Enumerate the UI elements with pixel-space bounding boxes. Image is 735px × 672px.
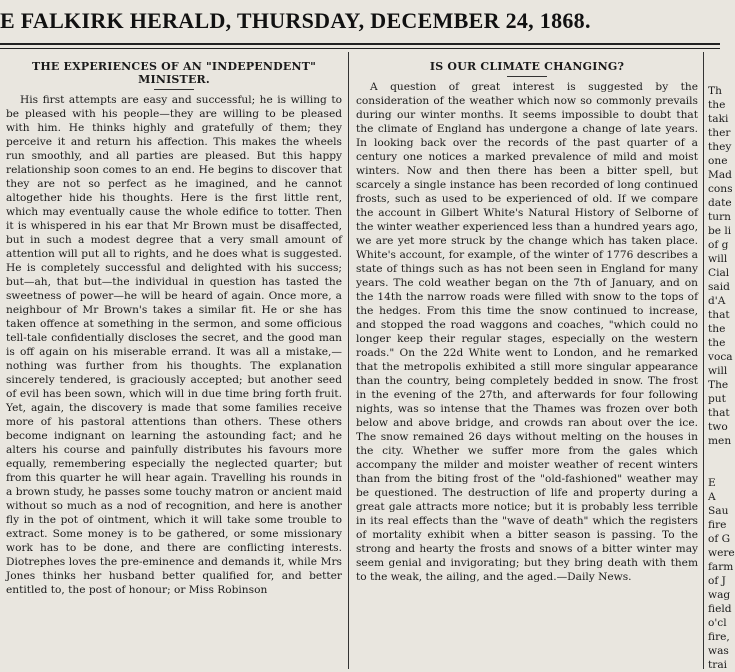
- cropped-line-fragment: Th: [708, 85, 722, 97]
- cropped-line-fragment: fire: [708, 519, 727, 531]
- masthead-rule-bottom: [0, 48, 720, 49]
- cropped-line-fragment: trai: [708, 659, 728, 671]
- masthead-rule-top: [0, 43, 720, 45]
- article-column-climate: [356, 56, 698, 669]
- cropped-line-fragment: o'cl: [708, 617, 727, 629]
- cropped-line-fragment: men: [708, 435, 732, 447]
- cropped-line-fragment: that: [708, 407, 730, 419]
- cropped-line-fragment: turn: [708, 211, 731, 223]
- cropped-line-fragment: date: [708, 197, 732, 209]
- article-column-independent-minister: [6, 56, 342, 669]
- cropped-line-fragment: E: [708, 477, 716, 489]
- cropped-line-fragment: cons: [708, 183, 733, 195]
- article-body: A question of great interest is suggested by the consideration of the weather which now so commonly prevails during our winter months. It seems impossible to doubt that the climate of England has undergone a change of late years. In looking back over the records of the past quarter of a century one notices a marked prevalence of mild and moist winters. Now and then there has been a bitter spell, but scarcely a single instance has been recorded of long continued frosts, such as used to be experienced of old. If we compare the account in Gilbert White's Natural History of Selborne of the winter weather experienced less than a hundred years ago, we are yet more struck by the change which has taken place. White's account, for example, of the winter of 1776 describes a state of things such as has not been seen in England for many years. The cold weather began on the 7th of January, and on the 14th the narrow roads were filled with snow to the tops of the hedges. From this time the snow continued to increase, and stopped the road waggons and coaches, "which could no longer keep their regular stages, especially on the western roads." On the 22d White went to London, and he remarked that the metropolis exhibited a still more singular appearance than the country, being completely bedded in snow. The frost in the evening of the 27th, and afterwards for four following nights, was so intense that the Thames was frozen over both below and above bridge, and crowds ran about over the ice. The snow remained 26 days without melting on the houses in the city. Whether we suffer more from the gales which accompany the milder and moister weather of recent winters than from the biting frost of the "old-fashioned" weather may be questioned. The destruction of life and property during a great gale attracts more notice; but it is probably less terrible in its real effects than the "wave of death" which the registers of mortality exhibit when a bitter season is passing. To the strong and hearty the frosts and snows of a bitter winter may seem genial and invigorating; but they bring death with them to the weak, the ailing, and the aged.—Daily News.: [356, 81, 698, 583]
- cropped-line-fragment: the: [708, 323, 726, 335]
- cropped-line-fragment: [708, 462, 720, 476]
- cropped-line-fragment: [708, 448, 720, 462]
- cropped-line-fragment: fire,: [708, 631, 730, 643]
- cropped-line-fragment: The: [708, 379, 729, 391]
- headline-rule: [154, 89, 194, 90]
- cropped-line-fragment: farm: [708, 561, 734, 573]
- cropped-line-fragment: of g: [708, 239, 729, 251]
- cropped-line-fragment: Sau: [708, 505, 729, 517]
- cropped-line-fragment: one: [708, 155, 728, 167]
- cropped-line-fragment: were: [708, 547, 735, 559]
- cropped-line-fragment: was: [708, 645, 729, 657]
- cropped-line-fragment: that: [708, 309, 730, 321]
- cropped-line-fragment: [708, 56, 720, 70]
- cropped-line-fragment: A: [708, 491, 716, 503]
- column-separator: [703, 52, 704, 669]
- article-headline: THE EXPERIENCES OF AN "INDEPENDENT" MINISTER.: [31, 60, 317, 86]
- cropped-line-fragment: field: [708, 603, 732, 615]
- cropped-line-fragment: will: [708, 365, 728, 377]
- cropped-line-fragment: wag: [708, 589, 731, 601]
- article-headline: IS OUR CLIMATE CHANGING?: [429, 60, 625, 73]
- cropped-line-fragment: be li: [708, 225, 732, 237]
- cropped-line-fragment: two: [708, 421, 728, 433]
- headline-rule: [507, 76, 547, 77]
- cropped-line-fragment: of J: [708, 575, 726, 587]
- cropped-line-fragment: of G: [708, 533, 731, 545]
- cropped-line-fragment: voca: [708, 351, 733, 363]
- cropped-line-fragment: said: [708, 281, 730, 293]
- cropped-line-fragment: ther: [708, 127, 731, 139]
- masthead: E FALKIRK HERALD, THURSDAY, DECEMBER 24, 1868.: [0, 8, 591, 33]
- cropped-line-fragment: taki: [708, 113, 729, 125]
- cropped-line-fragment: Mad: [708, 169, 732, 181]
- cropped-line-fragment: will: [708, 253, 728, 265]
- cropped-line-fragment: the: [708, 337, 726, 349]
- article-body: His first attempts are easy and successful; he is willing to be pleased with his people—they are willing to be pleased with him. He thinks highly and gratefully of them; they perceive it and return his affection. This makes the wheels run smoothly, and all parties are pleased. But this happy relationship soon comes to an end. He begins to discover that they are not so perfect as he imagined, and he cannot altogether hide his thoughts. Here is the first little rent, which may eventually cause the whole edifice to totter. Then it is whispered in his ear that Mr Brown must be disaffected, but in such a modest degree that a very small amount of attention will put all to rights, and he does what is suggested. He is completely successful and delighted with his success; but—ah, that but—the individual in question has tasted the sweetness of power—he will be heard of again. Once more, a neighbour of Mr Brown's takes a similar fit. He or she has taken offence at something in the sermon, and some officious tell-tale confidentially discloses the secret, and the good man is off again on his miserable errand. It was all a mistake,—nothing was further from his thoughts. The explanation sincerely tendered, is graciously accepted; but another seed of evil has been sown, which will in due time bring forth fruit. Yet, again, the discovery is made that some families receive more of his pastoral attentions than others. These others become indignant on learning the astounding fact; and he alters his course and painfully distributes his favours more equally, remembering especially the neglected quarter; but from this quarter he will hear again. Travelling his rounds in a brown study, he passes some touchy matron or ancient maid without so much as a nod of recognition, and here is another fly in the pot of ointment, which it will take some trouble to extract. Some money is to be gathered, or some missionary work has to be done, and there are conflicting interests. Diotrephes loves the pre-eminence and demands it, while Mrs Jones thinks her husband better qualified for, and better entitled to, the post of honour; or Miss Robinson: [6, 94, 342, 596]
- cropped-line-fragment: put: [708, 393, 726, 405]
- column-separator: [348, 52, 349, 669]
- cropped-line-fragment: they: [708, 141, 732, 153]
- cropped-line-fragment: d'A: [708, 295, 726, 307]
- cropped-line-fragment: the: [708, 99, 726, 111]
- cropped-line-fragment: Cial: [708, 267, 730, 279]
- cropped-line-fragment: [708, 70, 720, 84]
- truncated-third-column: [708, 56, 735, 671]
